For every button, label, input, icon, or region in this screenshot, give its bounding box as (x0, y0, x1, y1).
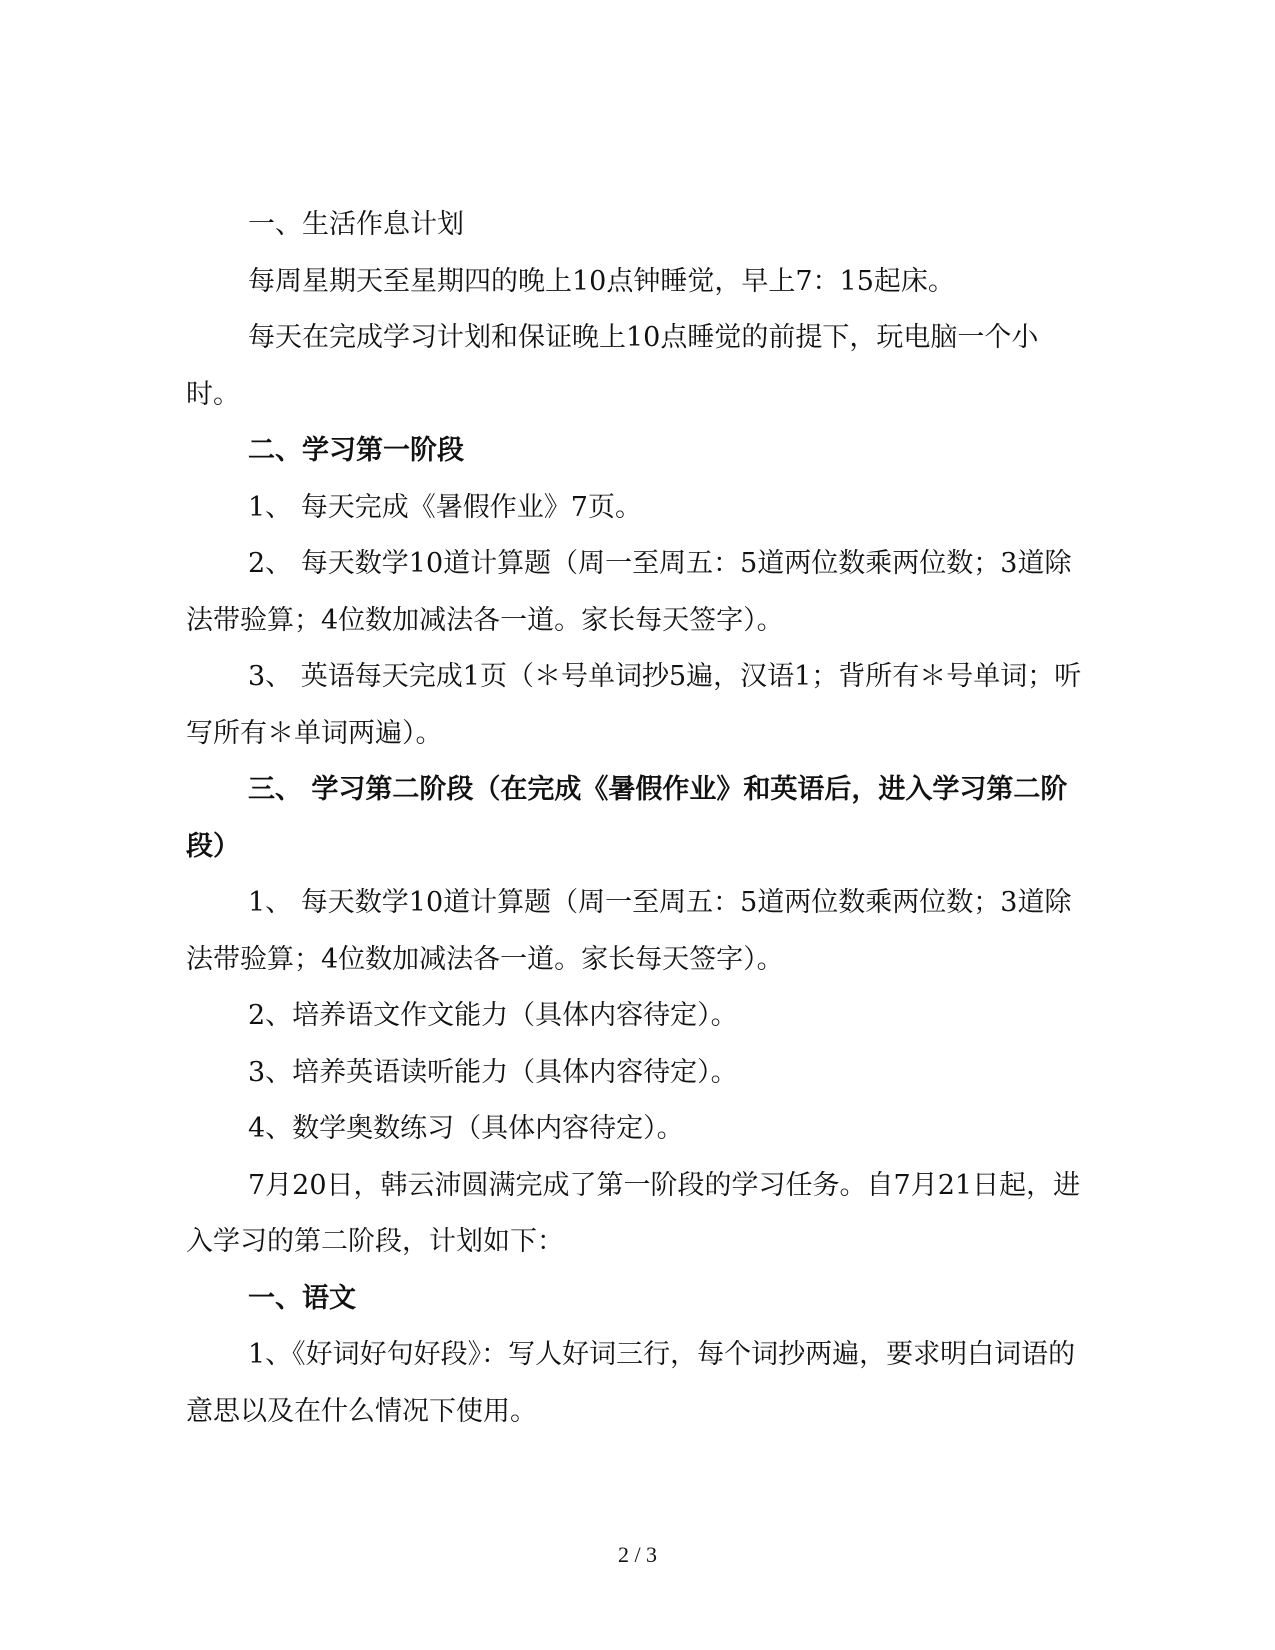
paragraph-heading-chinese: 一、语文 (248, 1282, 356, 1314)
paragraph-stage-one-item-2: 2、 每天数学10道计算题（周一至周五：5道两位数乘两位数；3道除法带验算；4位数加减法各一道。家长每天签字）。 (186, 548, 1072, 636)
paragraph-heading-stage-one: 二、学习第一阶段 (248, 435, 464, 466)
page-number: 2 / 3 (617, 1542, 658, 1567)
paragraph-stage-one-item-1: 1、 每天完成《暑假作业》7页。 (248, 491, 642, 523)
paragraph-heading-stage-two: 三、 学习第二阶段（在完成《暑假作业》和英语后，进入学习第二阶段） (186, 774, 1068, 862)
paragraph-stage-one-item-3: 3、 英语每天完成1页（＊号单词抄5遍，汉语1；背所有＊号单词；听写所有＊单词两遍）。 (186, 661, 1082, 749)
paragraph-stage-two-item-1: 1、 每天数学10道计算题（周一至周五：5道两位数乘两位数；3道除法带验算；4位数加减法各一道。家长每天签字）。 (186, 887, 1072, 975)
document-body (186, 197, 1086, 1440)
paragraph-stage-two-item-3: 3、培养英语读听能力（具体内容待定）。 (248, 1056, 738, 1088)
paragraph-stage-two-item-4: 4、数学奥数练习（具体内容待定）。 (248, 1113, 684, 1144)
paragraph-heading-schedule: 一、生活作息计划 (248, 209, 464, 240)
paragraph-computer-time: 每天在完成学习计划和保证晚上10点睡觉的前提下，玩电脑一个小时。 (186, 322, 1039, 410)
paragraph-stage-two-item-2: 2、培养语文作文能力（具体内容待定）。 (248, 1000, 738, 1031)
paragraph-progress-note: 7月20日，韩云沛圆满完成了第一阶段的学习任务。自7月21日起，进入学习的第二阶段，计划如下： (186, 1169, 1081, 1257)
paragraph-chinese-item-1: 1、《好词好句好段》：写人好词三行，每个词抄两遍，要求明白词语的意思以及在什么情况下使用。 (186, 1339, 1076, 1427)
paragraph-sleep-schedule: 每周星期天至星期四的晚上10点钟睡觉，早上7：15起床。 (248, 265, 955, 297)
